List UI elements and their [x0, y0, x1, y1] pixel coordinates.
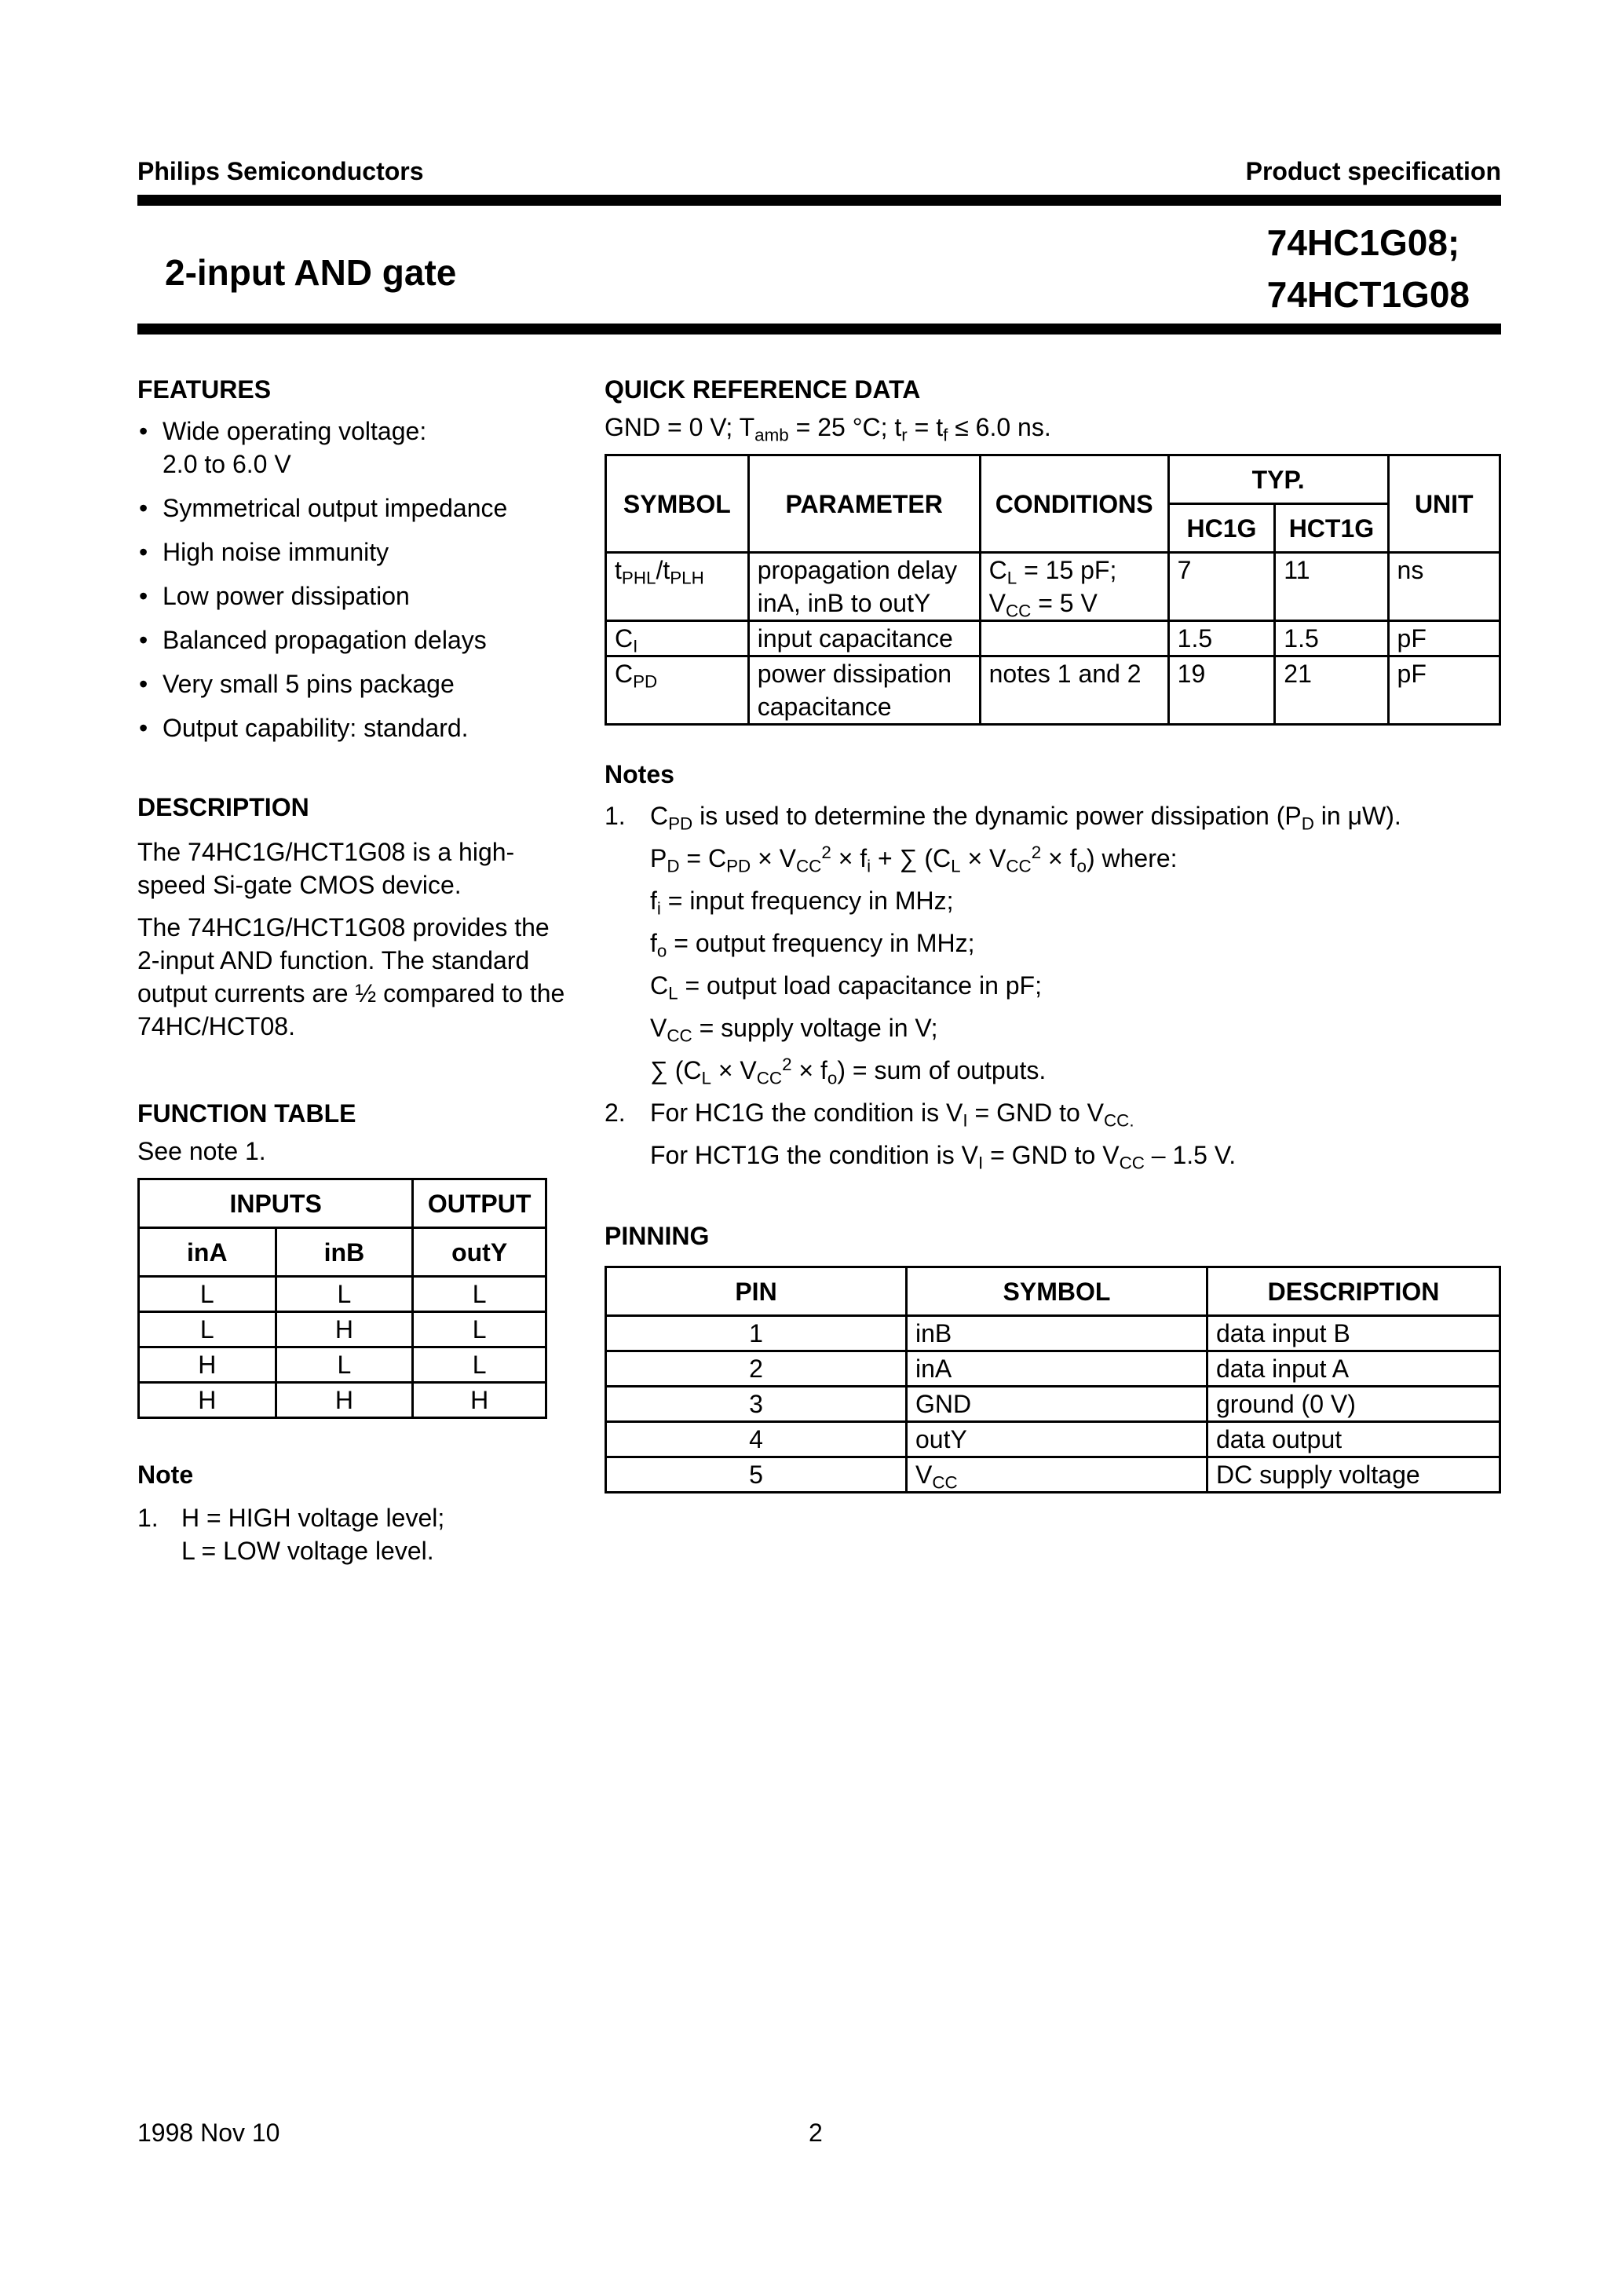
- note-vcc: [605, 1011, 1501, 1044]
- t: CC: [1006, 856, 1032, 876]
- sym-c: C: [615, 624, 634, 653]
- t: P: [650, 844, 667, 872]
- t: in μW).: [1313, 802, 1401, 830]
- th-hct1g: HCT1G: [1275, 504, 1388, 553]
- header-rule-bottom: [137, 324, 1501, 335]
- t: i: [867, 856, 871, 876]
- sym-phl: PHL: [621, 568, 656, 588]
- cell: L: [413, 1347, 546, 1383]
- th-inputs: INPUTS: [139, 1179, 413, 1228]
- param-line: propagation delay: [757, 556, 958, 584]
- cell-symbol: [606, 656, 749, 725]
- t: f: [650, 887, 657, 915]
- cond-val: = 15 pF;: [1017, 556, 1117, 584]
- sym-sep: /t: [656, 556, 670, 584]
- t: = output frequency in MHz;: [667, 929, 975, 957]
- t: 2: [782, 1054, 792, 1074]
- cell-pin: 1: [606, 1316, 907, 1351]
- note-fo: [605, 927, 1501, 960]
- t: × f: [831, 844, 868, 872]
- t: + ∑ (C: [871, 844, 952, 872]
- table-row: [139, 1347, 546, 1383]
- cell-symbol: GND: [907, 1387, 1207, 1422]
- th-inb: inB: [276, 1228, 413, 1277]
- part-numbers: [1267, 217, 1470, 320]
- th-conditions: CONDITIONS: [980, 455, 1168, 553]
- note-fi: [605, 884, 1501, 917]
- th-symbol: SYMBOL: [907, 1267, 1207, 1316]
- cell: L: [413, 1312, 546, 1347]
- th-description: DESCRIPTION: [1207, 1267, 1500, 1316]
- cell-description: data input A: [1207, 1351, 1500, 1387]
- cond-f-sub: f: [943, 425, 948, 445]
- th-hc1g: HC1G: [1168, 504, 1275, 553]
- part-number-1: 74HC1G08;: [1266, 222, 1460, 263]
- cond-r-sub: r: [901, 425, 908, 445]
- cell: L: [139, 1312, 276, 1347]
- cell: H: [413, 1383, 546, 1418]
- t: CC: [756, 1068, 783, 1088]
- t: f: [650, 929, 657, 957]
- cell-hc1g: 7: [1168, 553, 1275, 621]
- th-symbol: SYMBOL: [606, 455, 749, 553]
- list-item: • Symmetrical output impedance: [137, 492, 561, 525]
- sym-pd-sub: PD: [633, 671, 658, 692]
- t: ) where:: [1086, 844, 1178, 872]
- t: L: [668, 983, 678, 1004]
- cell-symbol: inB: [907, 1316, 1207, 1351]
- cell-hc1g: 19: [1168, 656, 1275, 725]
- t: CC.: [1104, 1110, 1134, 1131]
- cell-description: DC supply voltage: [1207, 1457, 1500, 1493]
- doc-type: Product specification: [1245, 157, 1501, 185]
- th-parameter: PARAMETER: [748, 455, 980, 553]
- t: = GND to V: [967, 1099, 1105, 1127]
- cond-val: = 5 V: [1031, 589, 1098, 617]
- t: is used to determine the dynamic power dissipation (P: [692, 802, 1302, 830]
- cell-symbol: [907, 1457, 1207, 1493]
- cell-pin: 2: [606, 1351, 907, 1387]
- quick-ref-heading: QUICK REFERENCE DATA: [605, 375, 921, 404]
- cell: H: [276, 1312, 413, 1347]
- feature-text: • Wide operating voltage:: [163, 417, 427, 445]
- t: × V: [960, 844, 1006, 872]
- sym-c: C: [615, 660, 634, 688]
- cell-hct1g: 1.5: [1275, 621, 1388, 656]
- quick-ref-conditions: [605, 411, 1051, 444]
- function-note-num: 1.: [137, 1504, 159, 1532]
- function-table-heading: FUNCTION TABLE: [137, 1099, 356, 1128]
- description-p1: The 74HC1G/HCT1G08 is a high-speed Si-gate CMOS device.: [137, 838, 515, 899]
- header-rule-top: [137, 195, 1501, 206]
- function-note: [137, 1501, 561, 1567]
- notes-list: [605, 799, 1501, 1181]
- t: PD: [668, 813, 693, 834]
- cell-hct1g: 11: [1275, 553, 1388, 621]
- t: For HC1G the condition is V: [650, 1099, 963, 1127]
- note-num: 1.: [605, 802, 626, 830]
- table-row: [606, 1316, 1500, 1351]
- t: o: [1076, 856, 1087, 876]
- cell: H: [139, 1383, 276, 1418]
- features-list: [137, 415, 561, 755]
- t: o: [656, 941, 667, 961]
- cell-symbol: inA: [907, 1351, 1207, 1387]
- note-1: [605, 799, 1501, 832]
- t: × V: [711, 1056, 757, 1084]
- cell: H: [139, 1347, 276, 1383]
- list-item: • Output capability: standard.: [137, 711, 561, 744]
- cell: L: [276, 1277, 413, 1312]
- t: ∑ (C: [650, 1056, 702, 1084]
- sym-v: V: [915, 1461, 933, 1489]
- t: For HCT1G the condition is V: [650, 1141, 978, 1169]
- note-2-cont: [605, 1139, 1501, 1172]
- t: 2: [821, 842, 831, 862]
- cell-parameter: [748, 656, 980, 725]
- th-ina: inA: [139, 1228, 276, 1277]
- th-outy: outY: [413, 1228, 546, 1277]
- t: CC: [1119, 1153, 1145, 1173]
- cell-parameter: [748, 553, 980, 621]
- param-line: inA, inB to outY: [757, 589, 931, 617]
- cell: L: [413, 1277, 546, 1312]
- list-item: • Balanced propagation delays: [137, 623, 561, 656]
- cell-conditions: [980, 621, 1168, 656]
- cell-description: data input B: [1207, 1316, 1500, 1351]
- th-pin: PIN: [606, 1267, 907, 1316]
- t: L: [701, 1068, 711, 1088]
- cell-symbol: [606, 553, 749, 621]
- footer-date: 1998 Nov 10: [137, 2119, 280, 2147]
- t: = output load capacitance in pF;: [678, 971, 1042, 1000]
- description-half: ½: [355, 979, 377, 1007]
- cell-unit: ns: [1388, 553, 1500, 621]
- company-name: Philips Semiconductors: [137, 157, 424, 185]
- pinning-table: [605, 1266, 1501, 1493]
- cell-symbol: [606, 621, 749, 656]
- function-table: [137, 1178, 547, 1419]
- t: PD: [726, 856, 751, 876]
- t: CC: [667, 1026, 692, 1046]
- cond-cc-sub: CC: [1005, 601, 1032, 621]
- list-item: • High noise immunity: [137, 536, 561, 569]
- cell-symbol: outY: [907, 1422, 1207, 1457]
- param-line: power dissipation: [757, 660, 952, 688]
- table-row: [606, 1351, 1500, 1387]
- t: × V: [751, 844, 797, 872]
- t: × f: [791, 1056, 827, 1084]
- note-num: 2.: [605, 1099, 626, 1127]
- t: ) = sum of outputs.: [837, 1056, 1047, 1084]
- notes-heading: Notes: [605, 760, 674, 788]
- cond-end: ≤ 6.0 ns.: [948, 413, 1051, 441]
- th-unit: UNIT: [1388, 455, 1500, 553]
- cell-unit: pF: [1388, 621, 1500, 656]
- list-item: • Very small 5 pins package: [137, 667, 561, 700]
- pinning-heading: PINNING: [605, 1222, 710, 1250]
- t: = GND to V: [983, 1141, 1120, 1169]
- table-row: [606, 1422, 1500, 1457]
- table-row: [139, 1383, 546, 1418]
- function-note-line1: H = HIGH voltage level;: [181, 1504, 445, 1532]
- sym-t: t: [615, 556, 622, 584]
- cond-l-sub: L: [1006, 568, 1017, 588]
- note-sum: [605, 1054, 1501, 1087]
- feature-text-cont: 2.0 to 6.0 V: [163, 450, 291, 478]
- description-p2-end: compared to the 74HC/HCT08.: [137, 979, 565, 1040]
- table-row: [139, 1277, 546, 1312]
- cell-pin: 3: [606, 1387, 907, 1422]
- t: C: [650, 802, 669, 830]
- table-row: [606, 621, 1500, 656]
- t: D: [1301, 813, 1314, 834]
- cond-mid: = 25 °C; t: [788, 413, 902, 441]
- cell-conditions: [980, 553, 1168, 621]
- sym-plh: PLH: [670, 568, 704, 588]
- description-heading: DESCRIPTION: [137, 793, 309, 821]
- page-number: 2: [809, 2119, 823, 2147]
- cell: L: [139, 1277, 276, 1312]
- description-p2: [137, 911, 571, 1043]
- cell-unit: pF: [1388, 656, 1500, 725]
- cond-eq: = t: [907, 413, 944, 441]
- table-row: [606, 656, 1500, 725]
- t: CC: [796, 856, 822, 876]
- description-p2-text: The 74HC1G/HCT1G08 provides the 2-input AND function. The standard output currents are: [137, 913, 550, 1007]
- table-row: [606, 553, 1500, 621]
- t: = C: [679, 844, 727, 872]
- cond-c: C: [988, 556, 1007, 584]
- th-output: OUTPUT: [413, 1179, 546, 1228]
- cell-parameter: input capacitance: [748, 621, 980, 656]
- t: D: [667, 856, 680, 876]
- note-2: [605, 1096, 1501, 1129]
- list-item: • Low power dissipation: [137, 579, 561, 612]
- cell-description: ground (0 V): [1207, 1387, 1500, 1422]
- t: o: [827, 1068, 838, 1088]
- t: × f: [1041, 844, 1077, 872]
- th-typ: TYP.: [1168, 455, 1388, 504]
- t: L: [951, 856, 961, 876]
- list-item: [137, 415, 561, 481]
- table-row: [606, 1457, 1500, 1493]
- description-body: [137, 835, 571, 1043]
- sym-i-sub: I: [633, 636, 638, 656]
- cell: L: [276, 1347, 413, 1383]
- cond-gnd: GND = 0 V; T: [605, 413, 755, 441]
- t: V: [650, 1014, 667, 1042]
- cell-description: data output: [1207, 1422, 1500, 1457]
- cell-pin: 5: [606, 1457, 907, 1493]
- t: – 1.5 V.: [1144, 1141, 1237, 1169]
- cell: H: [276, 1383, 413, 1418]
- quick-ref-table: [605, 454, 1501, 726]
- t: I: [963, 1110, 968, 1131]
- cell-hc1g: 1.5: [1168, 621, 1275, 656]
- table-row: [139, 1312, 546, 1347]
- t: i: [656, 898, 661, 919]
- t: = supply voltage in V;: [692, 1014, 938, 1042]
- part-number-2: 74HCT1G08: [1266, 274, 1470, 315]
- cond-v: V: [988, 589, 1006, 617]
- cell-pin: 4: [606, 1422, 907, 1457]
- param-line: capacitance: [757, 693, 892, 721]
- cell-conditions: notes 1 and 2: [980, 656, 1168, 725]
- function-note-line2: L = LOW voltage level.: [181, 1537, 434, 1565]
- function-note-heading: Note: [137, 1461, 194, 1489]
- cell-hct1g: 21: [1275, 656, 1388, 725]
- t: I: [977, 1153, 984, 1173]
- note-cl: [605, 969, 1501, 1002]
- t: = input frequency in MHz;: [660, 887, 954, 915]
- function-table-see-note: See note 1.: [137, 1137, 266, 1165]
- page-title: 2-input AND gate: [165, 252, 457, 293]
- cond-amb-sub: amb: [754, 425, 789, 445]
- sym-cc-sub: CC: [932, 1472, 958, 1493]
- features-heading: FEATURES: [137, 375, 272, 404]
- table-row: [606, 1387, 1500, 1422]
- t: 2: [1031, 842, 1042, 862]
- note-formula: [605, 842, 1501, 875]
- t: C: [650, 971, 669, 1000]
